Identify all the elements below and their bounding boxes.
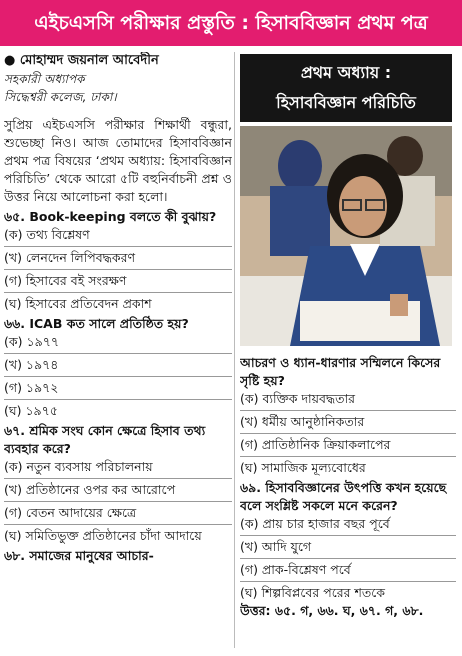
right-column	[240, 352, 456, 650]
students-photo	[240, 126, 452, 346]
chapter-heading-box	[240, 54, 452, 122]
divider	[240, 456, 456, 457]
banner-title: এইচএসসি পরীক্ষার প্রস্তুতি : হিসাববিজ্ঞান প্রথম পত্র	[0, 0, 462, 46]
divider	[240, 581, 456, 582]
option: (ঘ) সামাজিক মূল্যবোধের	[240, 460, 366, 475]
divider	[4, 246, 232, 247]
question-69: ৬৯. হিসাববিজ্ঞানের উৎপত্তি কখন হয়েছে বলে সংশ্লিষ্ট সকলে মনে করেন?	[240, 480, 447, 513]
option: (ঘ) হিসাবের প্রতিবেদন প্রকাশ	[4, 296, 152, 311]
option: (ঘ) শিল্পবিপ্লবের পরের শতকে	[240, 585, 386, 600]
chapter-line-1: প্রথম অধ্যায় :	[300, 63, 392, 82]
chapter-line-2: হিসাববিজ্ঞান পরিচিতি	[276, 93, 416, 112]
option: (খ) লেনদেন লিপিবদ্ধকরণ	[4, 250, 136, 265]
option: (ঘ) সমিতিভুক্ত প্রতিষ্ঠানের চাঁদা আদায়ে	[4, 528, 202, 543]
option: (গ) প্রাক-বিশ্লেষণ পর্বে	[240, 562, 351, 577]
students-photo-illustration	[240, 126, 452, 346]
divider	[4, 269, 232, 270]
option: (ক) তথ্য বিশ্লেষণ	[4, 227, 90, 242]
divider	[4, 399, 232, 400]
option: (ক) নতুন ব্যবসায় পরিচালনায়	[4, 459, 153, 474]
option: (ক) প্রায় চার হাজার বছর পূর্বে	[240, 516, 390, 531]
option: (ক) ব্যক্তিক দায়বদ্ধতার	[240, 391, 356, 406]
divider	[240, 558, 456, 559]
question-67: ৬৭. শ্রমিক সংঘ কোন ক্ষেত্রে হিসাব তথ্য ব্যবহার করে?	[4, 423, 206, 456]
option: (খ) প্রতিষ্ঠানের ওপর কর আরোপে	[4, 482, 176, 497]
divider	[4, 478, 232, 479]
divider	[4, 353, 232, 354]
divider	[4, 376, 232, 377]
question-66: ৬৬. ICAB কত সালে প্রতিষ্ঠিত হয়?	[4, 316, 189, 331]
option: (গ) ১৯৭২	[4, 380, 59, 395]
option: (খ) আদি যুগে	[240, 539, 312, 554]
author-college: সিদ্ধেশ্বরী কলেজ, ঢাকা।	[4, 90, 117, 104]
divider	[4, 524, 232, 525]
left-column	[4, 52, 232, 650]
option: (খ) ১৯৭৪	[4, 357, 59, 372]
divider	[240, 535, 456, 536]
question-68-start: ৬৮. সমাজের মানুষের আচার-	[4, 548, 154, 563]
question-68-continued: আচরণ ও ধ্যান-ধারণার সম্মিলনে কিসের সৃষ্টি হয়?	[240, 355, 441, 388]
option: (গ) প্রাতিষ্ঠানিক ক্রিয়াকলাপের	[240, 437, 391, 452]
option: (খ) ধর্মীয় আনুষ্ঠানিকতার	[240, 414, 365, 429]
divider	[240, 410, 456, 411]
intro-text: সুপ্রিয় এইচএসসি পরীক্ষার শিক্ষার্থী বন্ধুরা, শুভেচ্ছা নিও। আজ তোমাদের হিসাববিজ্ঞান প্রথম পত্র বিষয়ের ‘প্রথম অধ্যায়: হিসাববিজ্ঞান পরিচিতি’ থেকে আরো ৫টি বহুনির্বাচনী প্রশ্ন ও উত্তর নিয়ে আলোচনা করা হলো।	[4, 117, 232, 204]
divider	[240, 433, 456, 434]
divider	[4, 501, 232, 502]
option: (গ) বেতন আদায়ের ক্ষেত্রে	[4, 505, 137, 520]
option: (গ) হিসাবের বই সংরক্ষণ	[4, 273, 127, 288]
option: (ঘ) ১৯৭৫	[4, 403, 58, 418]
divider	[4, 292, 232, 293]
author-name: ● মোহাম্মদ জয়নাল আবেদীন	[4, 53, 159, 68]
author-role: সহকারী অধ্যাপক	[4, 72, 85, 86]
column-divider	[234, 52, 235, 648]
question-65: ৬৫. Book-keeping বলতে কী বুঝায়?	[4, 209, 217, 224]
answer-key: উত্তর: ৬৫. গ, ৬৬. ঘ, ৬৭. গ, ৬৮.	[240, 603, 424, 618]
option: (ক) ১৯৭৭	[4, 334, 59, 349]
